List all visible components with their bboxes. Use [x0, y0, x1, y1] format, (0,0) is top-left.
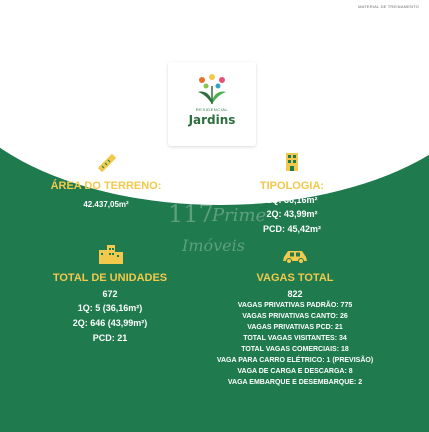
vagas-line-1: VAGAS PRIVATIVAS PADRÃO: 775: [237, 302, 353, 309]
vagas-line-8: VAGA EMBARQUE E DESEMBARQUE: 2: [227, 379, 363, 386]
vagas-total: 822: [287, 289, 303, 299]
unidades-line-2: 2Q: 646 (43,99m²): [72, 318, 148, 328]
vagas-title: VAGAS TOTAL: [256, 272, 334, 284]
watermark-number: 117: [168, 200, 214, 228]
tipologia-line-3: PCD: 45,42m²: [262, 224, 322, 234]
unidades-title: TOTAL DE UNIDADES: [52, 272, 168, 284]
vagas-line-7: VAGA DE CARGA E DESCARGA: 8: [237, 368, 353, 375]
logo-name: Jardins: [188, 113, 236, 127]
unidades-total: 672: [102, 289, 118, 299]
watermark-name: Prime: [212, 205, 267, 226]
logo-subtitle: RESIDENCIAL: [195, 107, 229, 112]
vagas-line-2: VAGAS PRIVATIVAS CANTO: 26: [242, 313, 348, 320]
building-icon: [284, 152, 300, 172]
unidades-line-1: 1Q: 5 (36,16m²): [77, 303, 143, 313]
flower-logo-icon: [192, 72, 232, 108]
top-note: MATERIAL DE TREINAMENTO: [358, 4, 419, 9]
vagas-line-4: TOTAL VAGAS VISITANTES: 34: [243, 335, 347, 342]
vagas-line-5: TOTAL VAGAS COMERCIAIS: 18: [241, 346, 349, 353]
ruler-icon: [96, 152, 118, 174]
vagas-line-6: VAGA PARA CARRO ELÉTRICO: 1 (PREVISÃO): [216, 357, 374, 364]
watermark-subtitle: Imóveis: [182, 236, 245, 255]
tipologia-line-1: 1Q: 36,16m²: [266, 195, 318, 205]
buildings-icon: [98, 244, 124, 264]
vagas-line-3: VAGAS PRIVATIVAS PCD: 21: [247, 324, 343, 331]
area-value: 42.437,05m²: [83, 200, 129, 209]
tipologia-title: TIPOLOGIA:: [259, 180, 325, 192]
tipologia-line-2: 2Q: 43,99m²: [266, 209, 318, 219]
unidades-line-3: PCD: 21: [92, 333, 128, 343]
logo-card: [168, 62, 256, 146]
car-icon: [281, 248, 309, 264]
area-title: ÁREA DO TERRENO:: [50, 180, 162, 192]
